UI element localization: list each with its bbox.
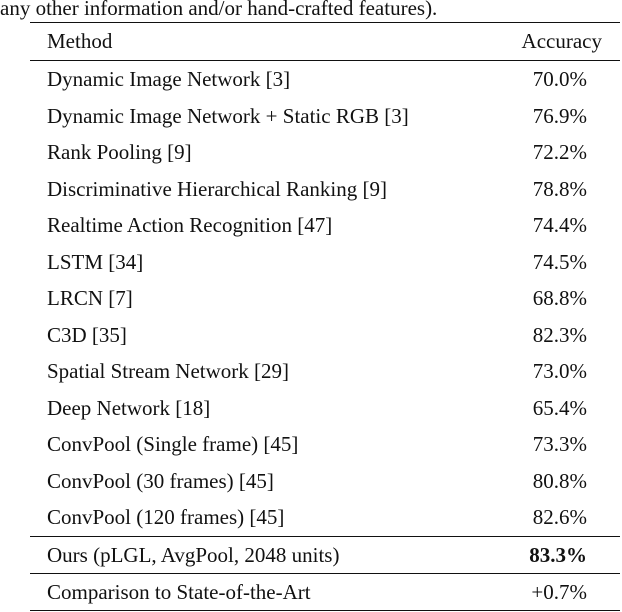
table-row [30,61,620,97]
row-accuracy: 70.0% [532,67,587,91]
table-row [30,171,620,207]
row-method: LSTM [34] [47,249,144,274]
comparison-method: Comparison to State-of-the-Art [47,580,311,604]
row-method: ConvPool (30 frames) [45] [47,468,274,493]
comparison-row [30,574,620,610]
table-row [30,98,620,134]
table-row [30,426,620,462]
table-row [30,244,620,280]
row-method: ConvPool (120 frames) [45] [47,505,285,529]
table-row [30,353,620,389]
row-accuracy: 82.6% [532,505,587,529]
table-row [30,317,620,353]
row-accuracy: 74.4% [532,213,587,237]
row-accuracy: 78.8% [532,176,587,201]
table-row [30,280,620,316]
ours-accuracy: 83.3% [529,543,587,567]
table-row [30,499,620,535]
row-method: Dynamic Image Network + Static RGB [3] [47,103,409,128]
row-accuracy: 73.3% [532,432,587,456]
table-header-row [30,23,620,59]
row-accuracy: 80.8% [532,468,587,493]
table-bottom-rule [30,610,620,611]
caption-text: any other information and/or hand-crafted features). [0,0,438,20]
row-method: Rank Pooling [9] [47,140,192,164]
comparison-accuracy: +0.7% [531,580,587,604]
table-row [30,390,620,426]
row-accuracy: 74.5% [532,249,587,274]
row-method: ConvPool (Single frame) [45] [47,432,299,456]
header-method: Method [47,29,113,53]
row-accuracy: 76.9% [532,103,587,128]
table-row [30,463,620,499]
row-method: Deep Network [18] [47,395,211,420]
table-row [30,207,620,243]
ours-row [30,537,620,573]
row-method: Realtime Action Recognition [47] [47,213,333,237]
row-accuracy: 68.8% [532,286,587,310]
row-accuracy: 82.3% [532,322,587,347]
row-method: C3D [35] [47,322,127,347]
row-accuracy: 73.0% [532,359,587,383]
row-method: LRCN [7] [47,286,133,310]
row-method: Dynamic Image Network [3] [47,67,291,91]
header-accuracy: Accuracy [521,29,602,53]
row-accuracy: 65.4% [532,395,587,420]
ours-method: Ours (pLGL, AvgPool, 2048 units) [47,543,340,567]
row-accuracy: 72.2% [532,140,587,164]
table-row [30,134,620,170]
row-method: Discriminative Hierarchical Ranking [9] [47,176,387,201]
row-method: Spatial Stream Network [29] [47,359,290,383]
